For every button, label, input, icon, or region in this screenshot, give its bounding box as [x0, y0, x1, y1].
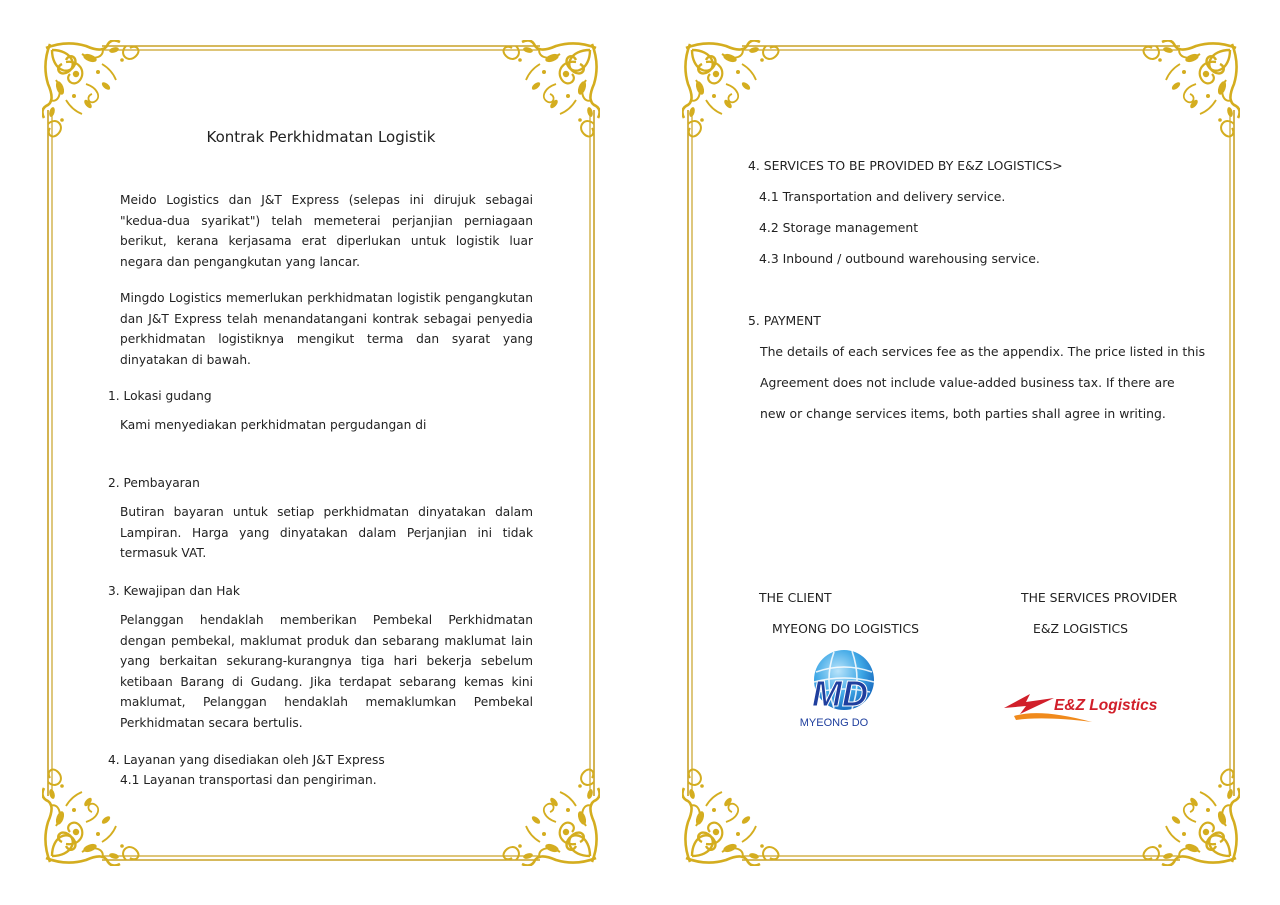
ez-logistics-logo: [1000, 686, 1164, 728]
intro-paragraph-2: Mingdo Logistics memerlukan perkhidmatan logistik pengangkutan dan J&T Express telah menandatangani kontrak sebagai penyedia perkhidmatan logistiknya mengikut terma dan syarat yang dinyatakan di bawah.: [120, 291, 533, 367]
myeong-do-logo: [794, 648, 886, 732]
md-logo-mark: MD: [812, 673, 868, 714]
ez-logo-text: E&Z Logistics: [1054, 697, 1158, 714]
payment-heading: 5. PAYMENT: [748, 313, 821, 328]
service-item-1: 4.1 Transportation and delivery service.: [759, 189, 1006, 204]
service-item-3: 4.3 Inbound / outbound warehousing service.: [759, 251, 1040, 266]
contract-title: Kontrak Perkhidmatan Logistik: [206, 128, 436, 146]
md-logo-caption: MYEONG DO: [799, 717, 869, 729]
section-1-body: Kami menyediakan perkhidmatan pergudangan di: [120, 418, 427, 432]
section-2-heading: 2. Pembayaran: [108, 476, 200, 490]
section-4-item-1: 4.1 Layanan transportasi dan pengiriman.: [120, 773, 377, 787]
section-3-body: Pelanggan hendaklah memberikan Pembekal Perkhidmatan dengan pembekal, maklumat produk dan sebarang maklumat lain yang berkaitan sekurang-kurangnya tiga hari bekerja sebelum ketibaan Barang di Gudang. Jika terdapat sebarang kemas kini maklumat, Pelanggan hendaklah memaklumkan Pembekal Perkhidmatan secara bertulis.: [120, 613, 533, 730]
intro-paragraph-1: Meido Logistics dan J&T Express (selepas ini dirujuk sebagai "kedua-dua syarikat") telah memeterai perjanjian perniagaan berikut, kerana kerjasama erat diperlukan untuk logistik luar negara dan pengangkutan yang lancar.: [120, 193, 533, 269]
contract-page-english: [682, 40, 1240, 866]
payment-line-1: The details of each services fee as the appendix. The price listed in this: [760, 344, 1206, 359]
provider-label: THE SERVICES PROVIDER: [1021, 590, 1178, 605]
contract-page-malay: [42, 40, 600, 866]
payment-line-2: Agreement does not include value-added business tax. If there are: [760, 375, 1175, 390]
service-item-2: 4.2 Storage management: [759, 220, 919, 235]
speed-swoosh-icon: [1004, 694, 1054, 714]
section-4-heading: 4. Layanan yang disediakan oleh J&T Express: [108, 753, 385, 767]
payment-line-3: new or change services items, both parties shall agree in writing.: [760, 406, 1166, 421]
client-label: THE CLIENT: [759, 590, 832, 605]
section-2-body: Butiran bayaran untuk setiap perkhidmatan dinyatakan dalam Lampiran. Harga yang dinyatakan dalam Perjanjian ini tidak termasuk VAT.: [120, 505, 533, 560]
client-name: MYEONG DO LOGISTICS: [772, 621, 919, 636]
section-1-heading: 1. Lokasi gudang: [108, 389, 212, 403]
services-heading: 4. SERVICES TO BE PROVIDED BY E&Z LOGISTICS>: [748, 158, 1063, 173]
provider-name: E&Z LOGISTICS: [1033, 621, 1128, 636]
section-3-heading: 3. Kewajipan dan Hak: [108, 584, 240, 598]
